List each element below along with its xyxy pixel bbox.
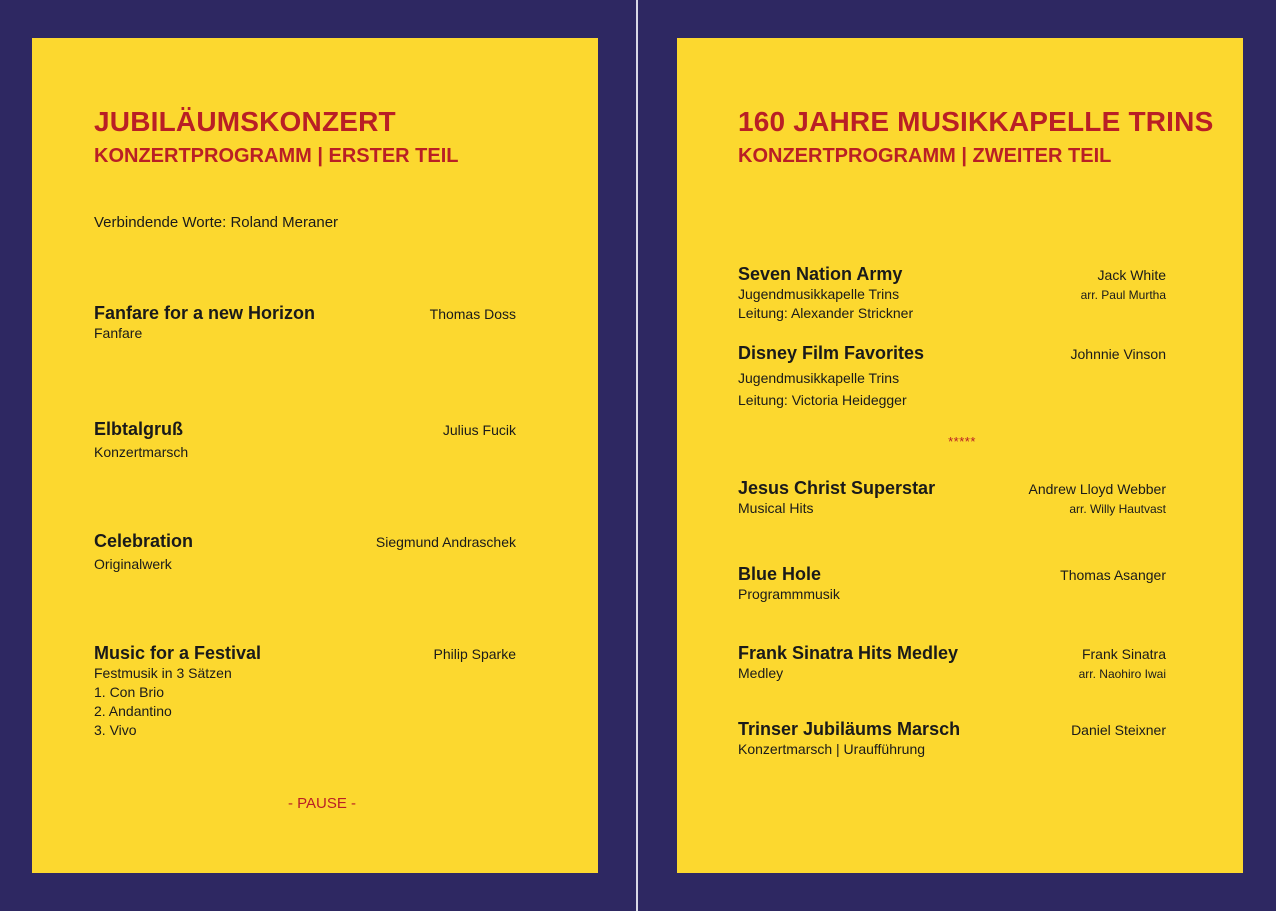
piece-description: Konzertmarsch: [94, 444, 189, 460]
piece-title: Trinser Jubiläums Marsch: [738, 719, 961, 739]
program-piece: [738, 643, 1166, 683]
piece-composer: Frank Sinatra: [1081, 646, 1166, 662]
movement-item: 1. Con Brio: [94, 684, 165, 700]
piece-composer: Thomas Asanger: [1060, 567, 1166, 583]
page-subtitle: KONZERTPROGRAMM | ZWEITER TEIL: [738, 145, 1112, 167]
piece-description: Musical Hits: [738, 500, 814, 516]
piece-ensemble: Jugendmusikkapelle Trins: [738, 370, 900, 386]
piece-title: Seven Nation Army: [738, 264, 903, 284]
piece-description: Originalwerk: [94, 556, 172, 572]
piece-ensemble: Jugendmusikkapelle Trins: [738, 286, 900, 302]
piece-title: Blue Hole: [738, 564, 822, 584]
piece-description: Medley: [738, 665, 784, 681]
program-piece: [738, 719, 1166, 759]
program-page-part-two: [677, 38, 1243, 873]
piece-composer: Thomas Doss: [429, 306, 516, 322]
program-piece: [738, 478, 1166, 518]
piece-composer: Jack White: [1097, 267, 1166, 283]
intro-text: Verbindende Worte: Roland Meraner: [94, 214, 339, 231]
piece-title: Jesus Christ Superstar: [738, 478, 936, 498]
program-piece: [94, 531, 516, 574]
program-piece: [738, 264, 1166, 323]
piece-description: Fanfare: [94, 325, 143, 341]
piece-composer: Johnnie Vinson: [1070, 346, 1166, 362]
program-piece: [738, 343, 1166, 411]
piece-description: Konzertmarsch | Uraufführung: [738, 741, 926, 757]
piece-title: Disney Film Favorites: [738, 343, 925, 363]
piece-composer: Julius Fucik: [442, 422, 516, 438]
piece-composer: Daniel Steixner: [1071, 722, 1166, 738]
piece-arranger: arr. Naohiro Iwai: [1078, 667, 1166, 681]
piece-composer: Philip Sparke: [433, 646, 516, 662]
program-page-part-one: [32, 38, 598, 873]
movement-item: 3. Vivo: [94, 722, 137, 738]
piece-title: Elbtalgruß: [94, 419, 183, 439]
piece-title: Fanfare for a new Horizon: [94, 303, 316, 323]
pause-label: - PAUSE -: [287, 795, 357, 812]
page-divider: [636, 0, 638, 911]
page-title: JUBILÄUMSKONZERT: [94, 106, 396, 137]
piece-description: Programmmusik: [738, 586, 840, 602]
piece-conductor: Leitung: Alexander Strickner: [738, 305, 914, 321]
page-title: 160 JAHRE MUSIKKAPELLE TRINS: [738, 106, 1214, 137]
program-piece: [738, 564, 1166, 604]
program-piece: [94, 643, 516, 740]
page-subtitle: KONZERTPROGRAMM | ERSTER TEIL: [94, 145, 459, 167]
piece-conductor: Leitung: Victoria Heidegger: [738, 392, 907, 408]
piece-composer: Siegmund Andraschek: [375, 534, 516, 550]
section-separator: *****: [948, 434, 976, 449]
piece-title: Frank Sinatra Hits Medley: [738, 643, 959, 663]
piece-description: Festmusik in 3 Sätzen: [94, 665, 232, 681]
piece-title: Music for a Festival: [94, 643, 262, 663]
movement-item: 2. Andantino: [94, 703, 172, 719]
piece-arranger: arr. Paul Murtha: [1080, 288, 1166, 302]
piece-composer: Andrew Lloyd Webber: [1028, 481, 1166, 497]
program-piece: [94, 303, 516, 343]
piece-title: Celebration: [94, 531, 194, 551]
program-piece: [94, 419, 516, 462]
piece-arranger: arr. Willy Hautvast: [1069, 502, 1166, 516]
